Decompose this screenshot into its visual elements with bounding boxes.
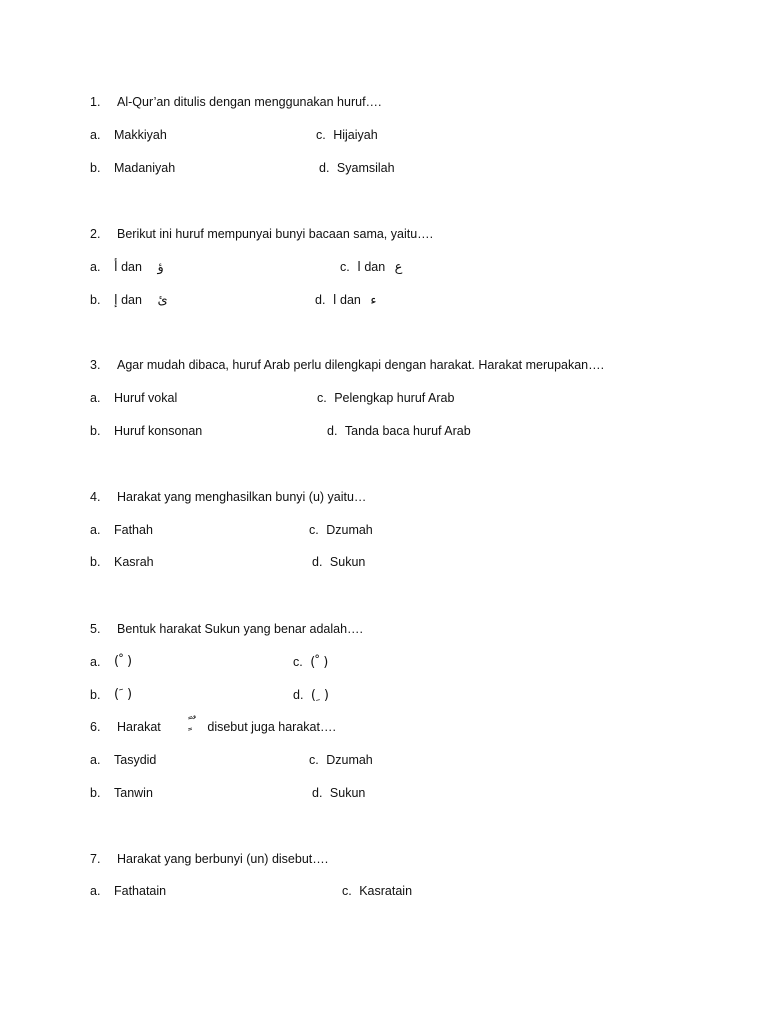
arabic-letter: ع	[394, 260, 403, 275]
option-c	[340, 259, 402, 276]
option-text: Syamsilah	[336, 161, 395, 175]
option-d	[315, 292, 377, 309]
harakat-mark: ( َ )	[114, 687, 133, 702]
question-text-after: disebut juga harakat….	[207, 720, 336, 734]
arabic-letter: أ	[114, 260, 118, 275]
arabic-letter: ئ	[157, 293, 168, 308]
option-letter: d.	[319, 161, 330, 175]
option-letter: b.	[90, 555, 101, 569]
option-letter: c.	[342, 884, 352, 898]
option-text: Tasydid	[114, 753, 157, 767]
option-letter: b.	[90, 424, 101, 438]
question-number: 4.	[90, 490, 101, 504]
question-number: 7.	[90, 852, 101, 866]
option-text: Fathatain	[114, 884, 167, 898]
option-text: Kasrah	[114, 555, 154, 569]
question-text: Berikut ini huruf mempunyai bunyi bacaan sama, yaitu….	[117, 227, 434, 241]
option-c	[309, 752, 373, 768]
option-letter: d.	[315, 293, 326, 307]
option-letter: d.	[327, 424, 338, 438]
question-text: Agar mudah dibaca, huruf Arab perlu dilengkapi dengan harakat. Harakat merupakan….	[117, 358, 605, 372]
option-text: Hijaiyah	[333, 128, 378, 142]
option-c	[316, 127, 378, 143]
arabic-letter: إ	[114, 293, 118, 308]
option-letter: a.	[90, 753, 101, 767]
option-joiner: dan	[364, 260, 386, 274]
option-c	[293, 654, 328, 671]
option-text: Pelengkap huruf Arab	[334, 391, 455, 405]
option-letter: d.	[293, 688, 304, 702]
option-letter: d.	[312, 786, 323, 800]
option-letter: c.	[317, 391, 327, 405]
option-letter: c.	[316, 128, 326, 142]
harakat-marks: ً ٍ ٌ	[188, 716, 196, 731]
option-text: Dzumah	[326, 523, 373, 537]
option-text: Huruf vokal	[114, 391, 178, 405]
option-text: Makkiyah	[114, 128, 167, 142]
option-text: Dzumah	[326, 753, 373, 767]
option-joiner: dan	[340, 293, 361, 307]
arabic-letter: ا	[332, 293, 337, 308]
option-c	[317, 390, 454, 406]
option-joiner: dan	[121, 293, 142, 307]
option-letter: b.	[90, 293, 101, 307]
option-text: Kasratain	[359, 884, 413, 898]
option-letter: a.	[90, 391, 101, 405]
harakat-mark: ( ِ )	[310, 688, 330, 703]
arabic-letter: ؤ	[157, 260, 164, 275]
option-letter: a.	[90, 655, 101, 669]
option-letter: c.	[309, 523, 319, 537]
option-text: Huruf konsonan	[114, 424, 203, 438]
question-text: Harakat yang berbunyi (un) disebut….	[117, 852, 329, 866]
option-d	[312, 785, 365, 801]
option-letter: d.	[312, 555, 323, 569]
option-letter: c.	[293, 655, 303, 669]
arabic-letter: ا	[357, 260, 361, 275]
question-number: 3.	[90, 358, 101, 372]
harakat-mark: ( ْ )	[310, 655, 329, 670]
question-number: 5.	[90, 622, 101, 636]
option-letter: c.	[309, 753, 319, 767]
option-d	[327, 423, 471, 439]
option-d	[293, 687, 329, 704]
harakat-mark: ( ْ )	[114, 654, 133, 669]
option-text: Tanda baca huruf Arab	[344, 424, 471, 438]
option-letter: b.	[90, 786, 101, 800]
question-text-before: Harakat	[117, 720, 161, 734]
question-number: 1.	[90, 95, 101, 109]
option-d	[312, 554, 365, 570]
option-letter: c.	[340, 260, 350, 274]
option-c	[309, 522, 373, 538]
question-number: 6.	[90, 720, 101, 734]
question-text: Harakat yang menghasilkan bunyi (u) yaitu…	[117, 490, 367, 504]
question-text: Al-Qur’an ditulis dengan menggunakan huruf….	[117, 95, 382, 109]
option-text: Sukun	[329, 786, 366, 800]
option-letter: a.	[90, 884, 101, 898]
option-text: Madaniyah	[114, 161, 176, 175]
option-letter: a.	[90, 260, 101, 274]
option-letter: b.	[90, 688, 101, 702]
option-joiner: dan	[121, 260, 142, 274]
arabic-letter: ء	[370, 293, 377, 308]
question-number: 2.	[90, 227, 101, 241]
option-text: Sukun	[329, 555, 366, 569]
option-d	[319, 160, 395, 176]
option-letter: b.	[90, 161, 101, 175]
option-c	[342, 883, 412, 899]
option-text: Tanwin	[114, 786, 153, 800]
option-letter: a.	[90, 523, 101, 537]
option-text: Fathah	[114, 523, 153, 537]
question-text: Bentuk harakat Sukun yang benar adalah….	[117, 622, 364, 636]
option-letter: a.	[90, 128, 101, 142]
